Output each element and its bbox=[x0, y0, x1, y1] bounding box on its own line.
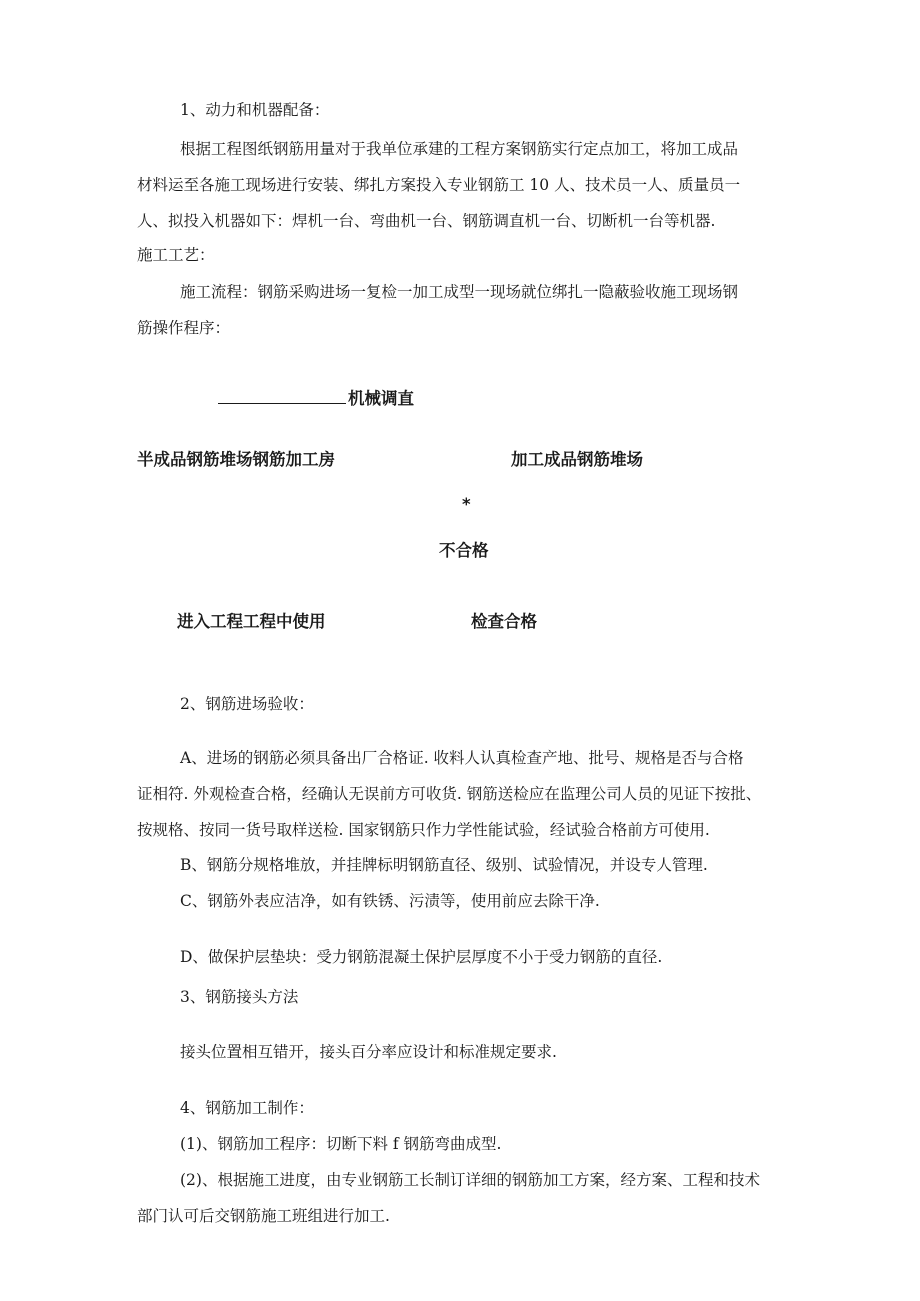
section1-heading: 1、动力和机器配备： bbox=[180, 101, 330, 119]
section2-item-a-line: 按规格、按同一货号取样送检. 国家钢筋只作力学性能试验，经试验合格前方可使用. bbox=[137, 821, 710, 839]
section2-item-a-line: A、进场的钢筋必须具备出厂合格证. 收料人认真检查产地、批号、规格是否与合格 bbox=[180, 749, 744, 767]
diagram-enter-project: 进入工程工程中使用 bbox=[177, 612, 326, 631]
blank-underline bbox=[218, 389, 346, 404]
machine-straighten-label: 机械调直 bbox=[348, 389, 414, 408]
section3-paragraph: 接头位置相互错开，接头百分率应设计和标准规定要求. bbox=[180, 1043, 557, 1061]
section1-paragraph-line: 材料运至各施工现场进行安装、绑扎方案投入专业钢筋工 10 人、技术员一人、质量员一 bbox=[137, 176, 741, 194]
section2-item-b: B、钢筋分规格堆放，并挂牌标明钢筋直径、级别、试验情况，并设专人管理. bbox=[180, 856, 708, 874]
section2-item-c: C、钢筋外表应洁净，如有铁锈、污渍等，使用前应去除干净. bbox=[180, 892, 600, 910]
craft-heading: 施工工艺： bbox=[137, 246, 215, 264]
diagram-machine-straighten bbox=[218, 389, 414, 409]
section2-heading: 2、钢筋进场验收： bbox=[180, 695, 314, 713]
section4-item-2-line: (2)、根据施工进度，由专业钢筋工长制订详细的钢筋加工方案，经方案、工程和技术 bbox=[180, 1171, 760, 1189]
diagram-unqualified: 不合格 bbox=[439, 541, 489, 560]
section4-item-1: (1)、钢筋加工程序：切断下料 f 钢筋弯曲成型. bbox=[180, 1135, 502, 1153]
section2-item-a-line: 证相符. 外观检查合格，经确认无误前方可收货. 钢筋送检应在监理公司人员的见证下按批、 bbox=[137, 785, 762, 803]
section1-paragraph-line: 人、拟投入机器如下：焊机一台、弯曲机一台、钢筋调直机一台、切断机一台等机器. bbox=[137, 212, 716, 230]
section3-heading: 3、钢筋接头方法 bbox=[180, 988, 299, 1006]
diagram-semi-finished-yard: 半成品钢筋堆场钢筋加工房 bbox=[137, 450, 335, 469]
section4-heading: 4、钢筋加工制作： bbox=[180, 1099, 314, 1117]
section4-item-2-line: 部门认可后交钢筋施工班组进行加工. bbox=[137, 1207, 390, 1225]
diagram-asterisk: * bbox=[462, 495, 471, 514]
diagram-finished-yard: 加工成品钢筋堆场 bbox=[511, 450, 643, 469]
flow-paragraph-line: 筋操作程序： bbox=[137, 319, 231, 337]
diagram-inspect-pass: 检查合格 bbox=[471, 612, 537, 631]
section2-item-d: D、做保护层垫块：受力钢筋混凝土保护层厚度不小于受力钢筋的直径. bbox=[180, 948, 663, 966]
flow-paragraph-line: 施工流程：钢筋采购进场一复检一加工成型一现场就位绑扎一隐蔽验收施工现场钢 bbox=[180, 283, 739, 301]
section1-paragraph-line: 根据工程图纸钢筋用量对于我单位承建的工程方案钢筋实行定点加工，将加工成品 bbox=[180, 140, 739, 158]
